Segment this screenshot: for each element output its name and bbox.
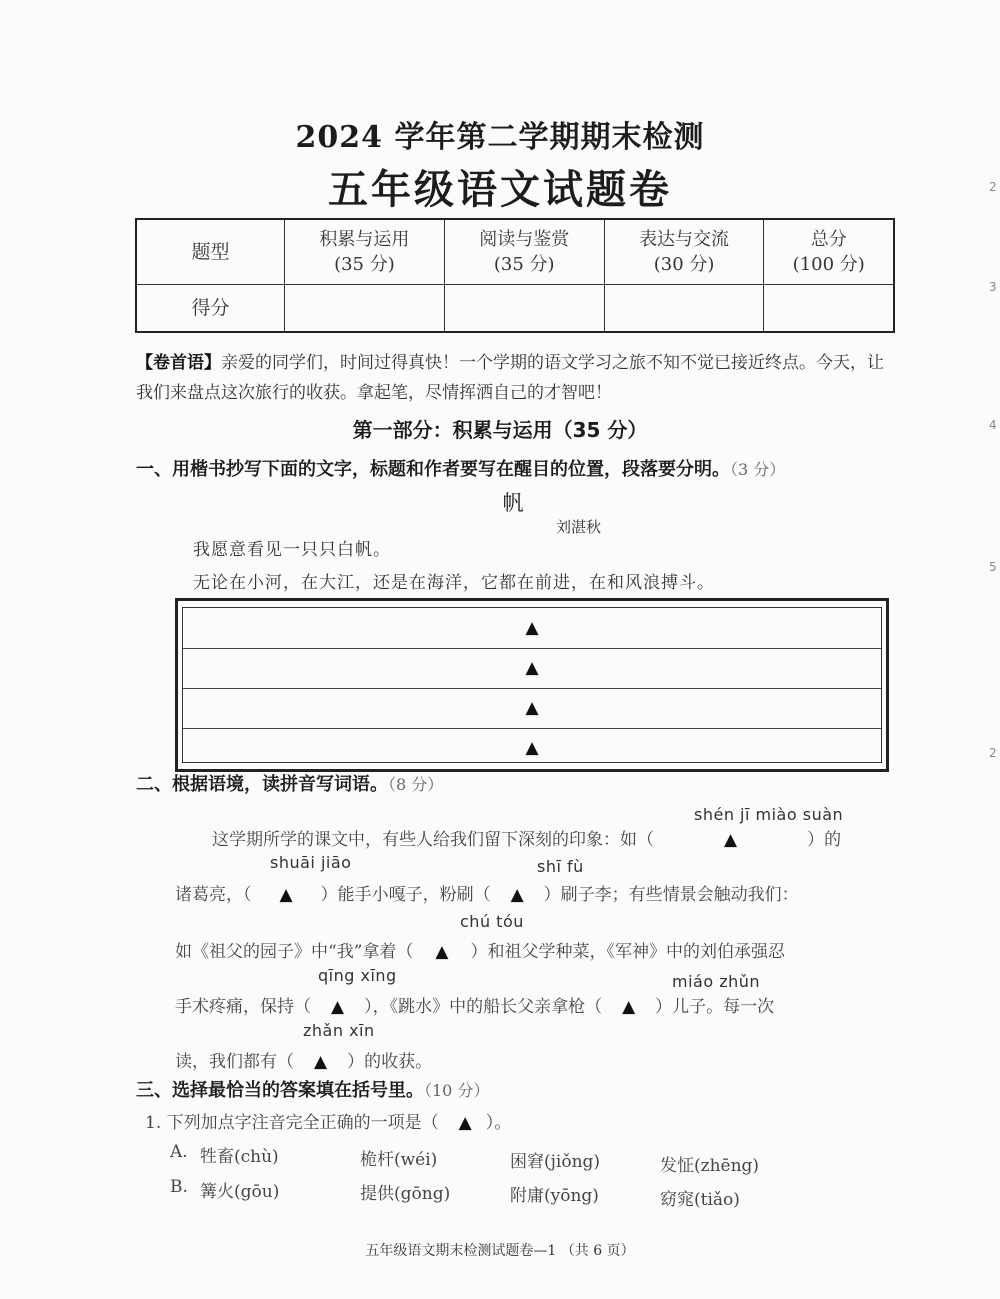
score-table-col-2: 阅读与鉴赏 (35 分) (444, 219, 604, 285)
blank-5[interactable]: ▲ (331, 997, 345, 1017)
edge-mark-2: 3 (989, 280, 997, 294)
option-a-3: 困窘(jiǒng) (510, 1152, 601, 1172)
edge-mark-5: 2 (989, 746, 997, 760)
writing-line-3[interactable]: ▲ (183, 688, 881, 729)
pinyin-7: zhǎn xīn (303, 1021, 375, 1040)
poem-line-1: 我愿意看见一只只白帆。 (193, 540, 391, 560)
writing-line-4[interactable]: ▲ (525, 738, 539, 758)
score-table-col-1: 积累与运用 (35 分) (285, 219, 445, 285)
option-a-label[interactable]: A. (170, 1142, 188, 1162)
blank-3[interactable]: ▲ (510, 885, 524, 905)
score-cell-4[interactable] (764, 285, 894, 333)
option-b-2: 提供(gōng) (360, 1184, 451, 1204)
pinyin-2: shuāi jiāo (270, 853, 352, 872)
poem-author: 刘湛秋 (556, 518, 602, 536)
writing-line-1[interactable]: ▲ (183, 608, 881, 649)
blank-4[interactable]: ▲ (435, 942, 449, 962)
blank-7[interactable]: ▲ (314, 1052, 328, 1072)
poem-title: 帆 (502, 491, 524, 515)
blank-2[interactable]: ▲ (279, 885, 293, 905)
option-a-2: 桅杆(wéi) (360, 1150, 438, 1170)
exam-title-line1: 2024 学年第二学期期末检测 (295, 120, 705, 155)
score-table-type-label: 题型 (136, 219, 285, 285)
part1-title: 第一部分：积累与运用（35 分） (352, 418, 648, 442)
q3-item-1-answer[interactable]: ▲ (458, 1113, 472, 1133)
edge-mark-1: 2 (989, 180, 997, 194)
edge-mark-3: 4 (989, 418, 997, 432)
q3-item-1: 1. 下列加点字注音完全正确的一项是（ ▲ ）。 (145, 1113, 512, 1133)
pinyin-4: chú tóu (460, 912, 524, 931)
option-a-4: 发怔(zhēng) (660, 1156, 760, 1176)
q2-line-1: 这学期所学的课文中，有些人给我们留下深刻的印象：如（ ▲ ）的 (212, 830, 842, 850)
pinyin-1: shén jī miào suàn (694, 805, 844, 824)
q2-line-5: 读，我们都有（ ▲ ）的收获。 (175, 1052, 433, 1072)
option-b-label[interactable]: B. (170, 1177, 188, 1197)
score-table-score-label: 得分 (136, 285, 285, 333)
score-table-col-3: 表达与交流 (30 分) (604, 219, 764, 285)
score-cell-1[interactable] (285, 285, 445, 333)
poem-line-2: 无论在小河，在大江，还是在海洋，它都在前进，在和风浪搏斗。 (193, 573, 715, 593)
edge-mark-4: 5 (989, 560, 997, 574)
question-3: 三、选择最恰当的答案填在括号里。（10 分） (136, 1080, 490, 1101)
question-1: 一、用楷书抄写下面的文字，标题和作者要写在醒目的位置，段落要分明。（3 分） (136, 459, 786, 480)
copy-writing-box[interactable] (175, 598, 889, 772)
blank-6[interactable]: ▲ (622, 997, 636, 1017)
prelude: 【卷首语】亲爱的同学们，时间过得真快！一个学期的语文学习之旅不知不觉已接近终点。今天，让我们来盘点这次旅行的收获。拿起笔，尽情挥洒自己的才智吧！ (136, 353, 884, 403)
q2-line-2: 诸葛亮，（ ▲ ）能手小嘎子，粉刷（ ▲ ）刷子李；有些情景会触动我们： (175, 885, 799, 905)
option-b-4: 窈窕(tiǎo) (660, 1190, 740, 1210)
pinyin-5: qīng xīng (318, 966, 397, 985)
q2-line-4: 手术疼痛，保持（ ▲ ），《跳水》中的船长父亲拿枪（ ▲ ）儿子。每一次 (175, 997, 775, 1017)
option-a-1: 牲畜(chù) (200, 1147, 279, 1167)
exam-title-line2: 五年级语文试题卷 (328, 166, 672, 213)
writing-line-2[interactable]: ▲ (183, 648, 881, 689)
option-b-1: 篝火(gōu) (200, 1182, 280, 1202)
q2-line-3: 如《祖父的园子》中“我”拿着（ ▲ ）和祖父学种菜，《军神》中的刘伯承强忍 (175, 942, 785, 962)
score-table-col-4: 总分 (100 分) (764, 219, 894, 285)
blank-1[interactable]: ▲ (724, 830, 738, 850)
score-cell-2[interactable] (444, 285, 604, 333)
question-2: 二、根据语境，读拼音写词语。（8 分） (136, 774, 444, 795)
page-footer: 五年级语文期末检测试题卷—1 （共 6 页） (365, 1243, 635, 1259)
pinyin-6: miáo zhǔn (672, 972, 761, 991)
score-table (135, 218, 895, 333)
score-cell-3[interactable] (604, 285, 764, 333)
pinyin-3: shī fù (537, 857, 584, 876)
option-b-3: 附庸(yōng) (510, 1186, 599, 1206)
